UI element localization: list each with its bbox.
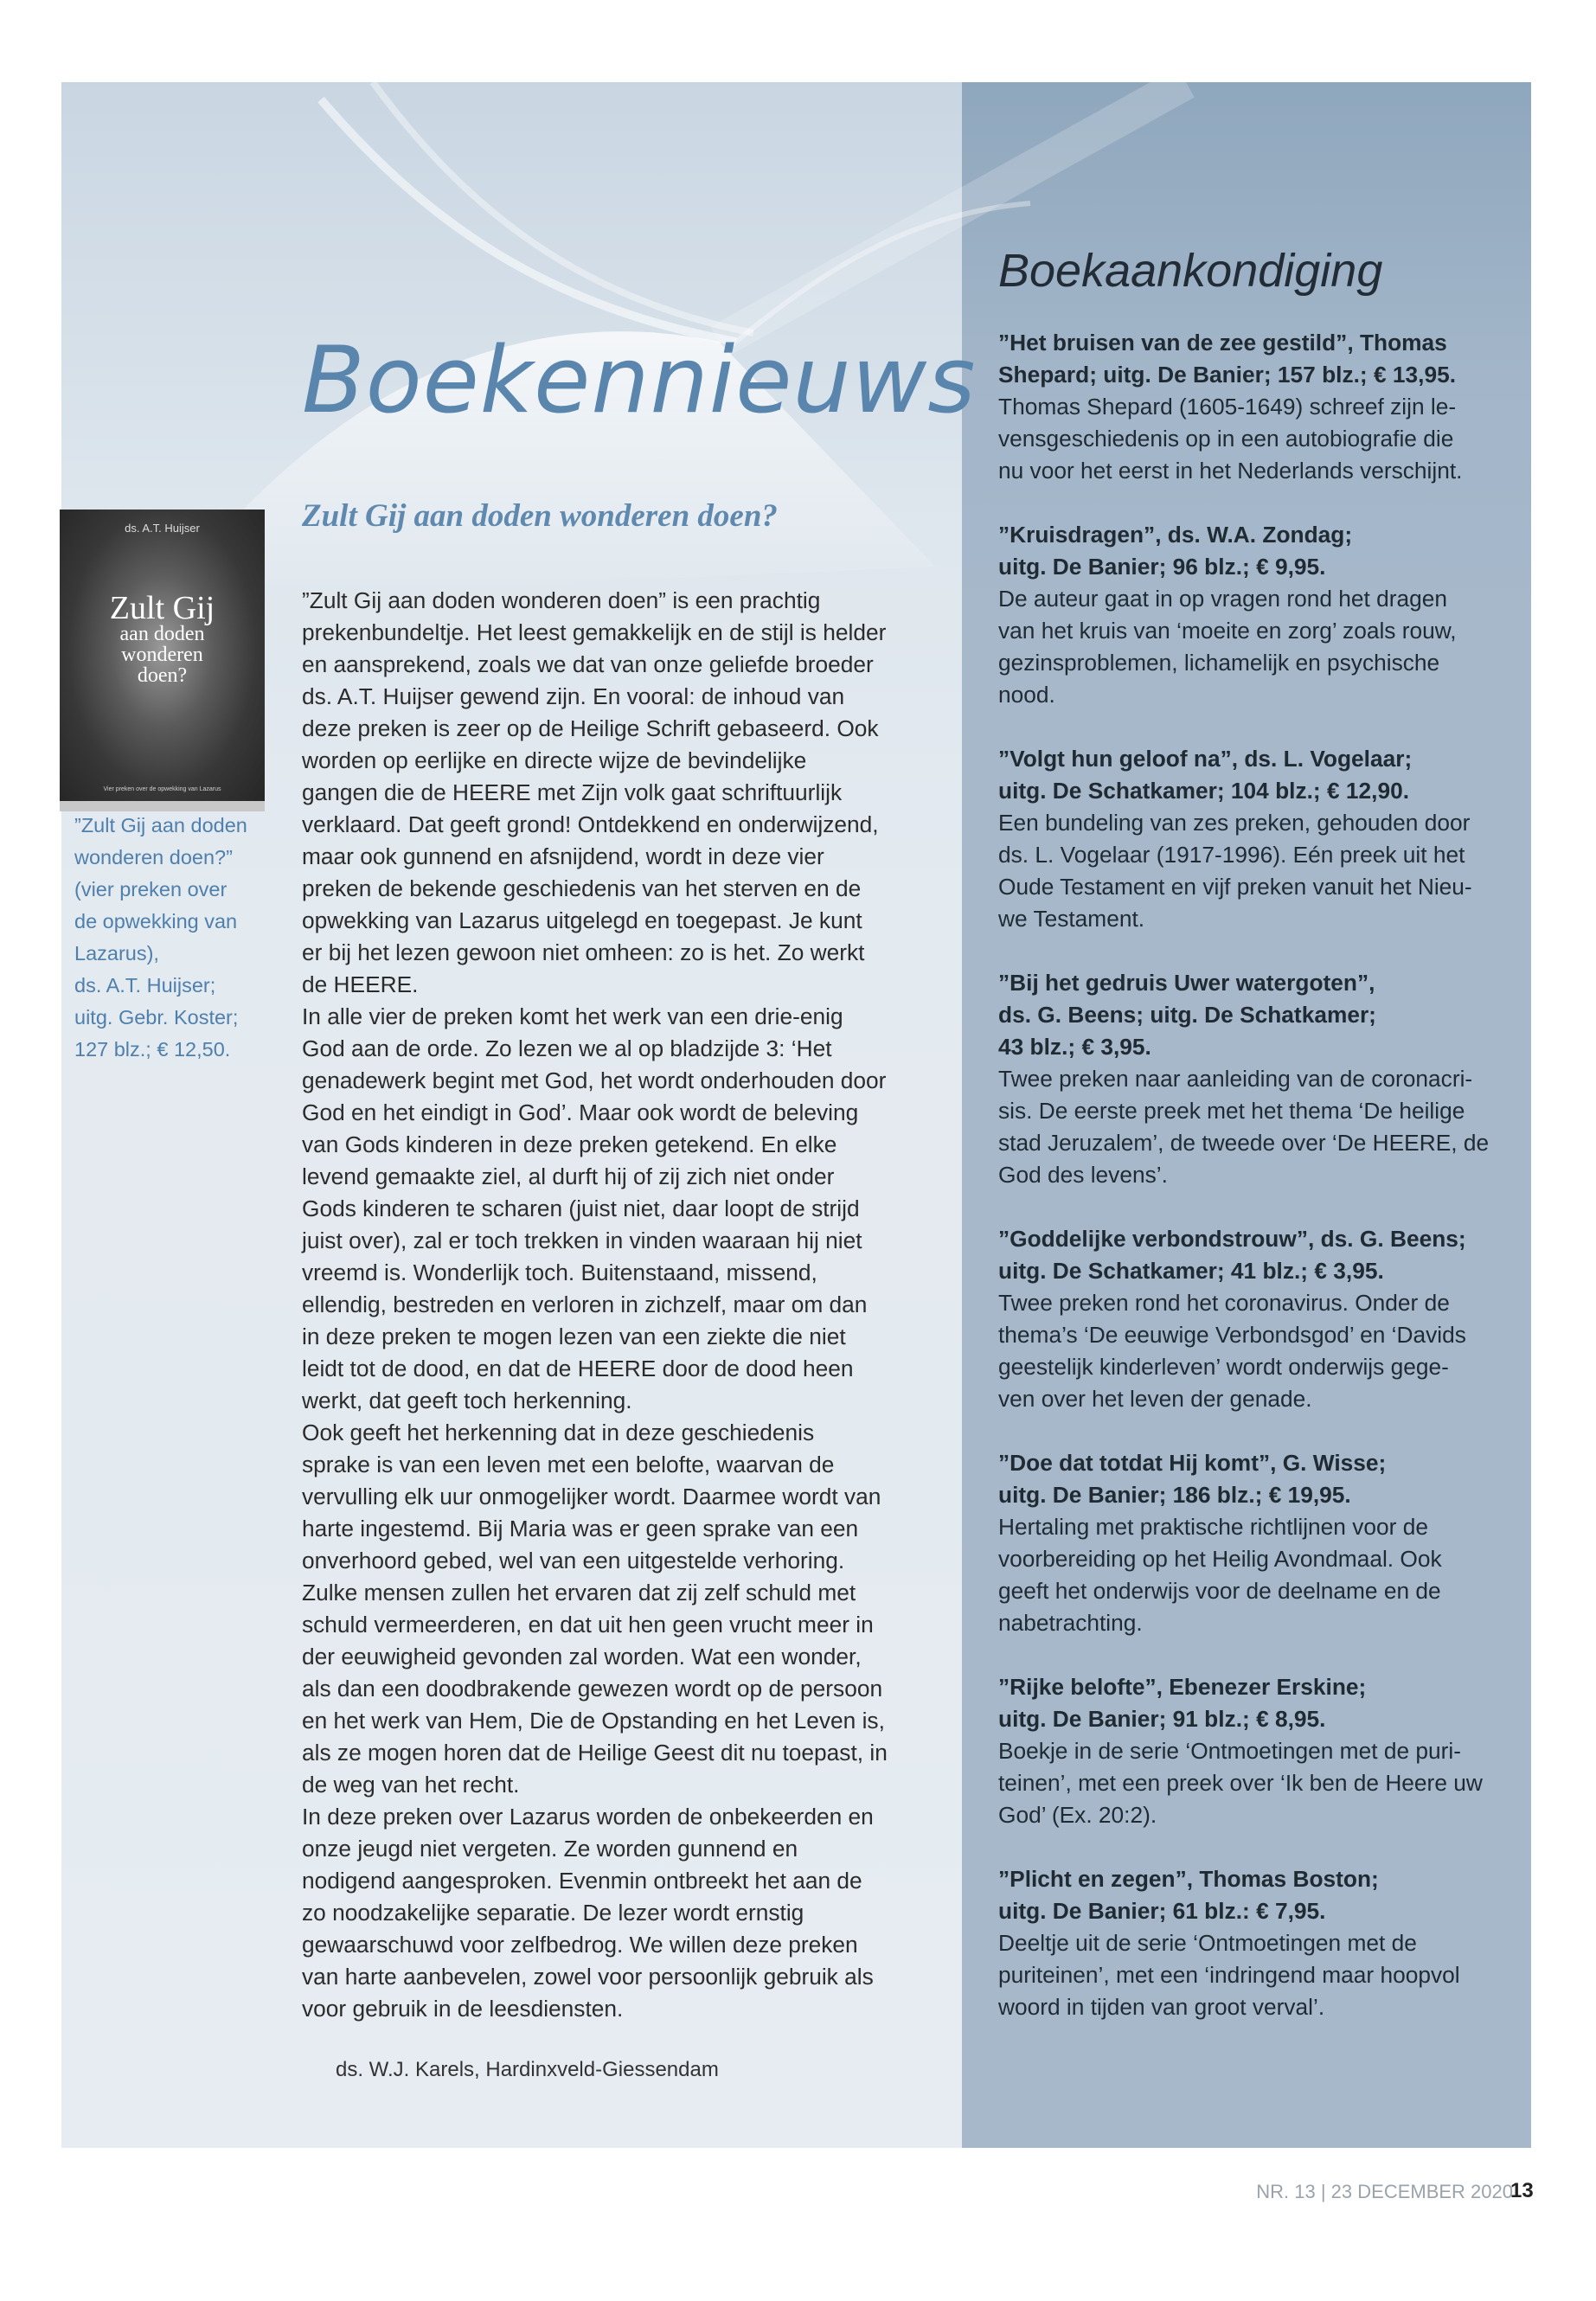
- announcement-text: gezinsproblemen, lichamelijk en psychische: [998, 650, 1440, 676]
- announcement-text: God des levens’.: [998, 1162, 1168, 1188]
- page-title: Boekennieuws: [302, 327, 977, 433]
- announcements-title: Boekaankondiging: [998, 245, 1383, 297]
- announcement-item: [998, 519, 1509, 711]
- announcement-text: Een bundeling van zes preken, gehouden door: [998, 810, 1471, 836]
- review-paragraph: ”Zult Gij aan doden wonderen doen” is een prachtig prekenbundeltje. Het leest gemakkelijk en de stijl is helder en aansprekend, zoals we dat van onze geliefde broeder ds. A.T. Huijser gewend zijn. En vooral: de inhoud van deze preken is zeer op de Heilige Schrift gebaseerd. Ook worden op eerlijke en directe wijze de bevindelijke gangen die de HEERE met Zijn volk gaat schriftuurlijk verklaard. Dat geeft grond! Ontdekkend en onderwijzend, maar ook gunnend en afsnijdend, wordt in deze vier preken de bekende geschiedenis van het sterven en de opwekking van Lazarus uitgelegd en toegepast. Je kunt er bij het lezen gewoon niet omheen: zo is het. Zo werkt de HEERE.: [302, 587, 887, 997]
- announcement-heading: uitg. De Banier; 186 blz.; € 19,95.: [998, 1482, 1351, 1508]
- announcement-text: nood.: [998, 682, 1055, 708]
- announcement-text: nu voor het eerst in het Nederlands verschijnt.: [998, 458, 1463, 484]
- announcement-heading: ”Volgt hun geloof na”, ds. L. Vogelaar;: [998, 746, 1413, 772]
- announcement-heading: ”Rijke belofte”, Ebenezer Erskine;: [998, 1674, 1367, 1700]
- announcement-item: [998, 1671, 1509, 1831]
- announcement-text: woord in tijden van groot verval’.: [998, 1994, 1325, 2020]
- cover-subtitle: Vier preken over de opwekking van Lazarus: [103, 786, 221, 792]
- announcement-heading: uitg. De Banier; 96 blz.; € 9,95.: [998, 554, 1326, 580]
- announcement-item: [998, 1223, 1509, 1415]
- caption-line: ”Zult Gij aan doden: [74, 814, 247, 836]
- announcement-heading: ”Bij het gedruis Uwer watergoten”,: [998, 970, 1375, 996]
- announcement-text: thema’s ‘De eeuwige Verbondsgod’ en ‘Davids: [998, 1322, 1466, 1348]
- caption-line: ds. A.T. Huijser;: [74, 974, 216, 997]
- announcement-text: teinen’, met een preek over ‘Ik ben de Heere uw: [998, 1770, 1483, 1796]
- announcement-heading: 43 blz.; € 3,95.: [998, 1034, 1151, 1060]
- review-signature: ds. W.J. Karels, Hardinxveld-Giessendam: [336, 2058, 719, 2081]
- announcement-heading: uitg. De Banier; 91 blz.; € 8,95.: [998, 1706, 1326, 1732]
- announcement-text: stad Jeruzalem’, de tweede over ‘De HEERE, de: [998, 1130, 1490, 1156]
- caption-line: Lazarus),: [74, 942, 159, 965]
- announcement-text: geestelijk kinderleven’ wordt onderwijs gege-: [998, 1354, 1449, 1380]
- caption-line: de opwekking van: [74, 910, 238, 933]
- announcement-text: Twee preken naar aanleiding van de coronacri-: [998, 1066, 1473, 1092]
- announcement-heading: Shepard; uitg. De Banier; 157 blz.; € 13,95.: [998, 362, 1457, 388]
- announcement-item: [998, 1447, 1509, 1639]
- announcement-text: sis. De eerste preek met het thema ‘De heilige: [998, 1098, 1465, 1124]
- cover-author: ds. A.T. Huijser: [125, 522, 200, 535]
- announcement-text: we Testament.: [998, 906, 1145, 932]
- announcement-heading: ”Het bruisen van de zee gestild”, Thomas: [998, 330, 1447, 356]
- announcement-item: [998, 743, 1509, 935]
- announcement-text: geeft het onderwijs voor de deelname en de: [998, 1578, 1441, 1604]
- announcement-item: [998, 1863, 1509, 2023]
- announcement-text: Deeltje uit de serie ‘Ontmoetingen met de: [998, 1930, 1417, 1956]
- announcement-text: puriteinen’, met een ‘indringend maar hoopvol: [998, 1962, 1460, 1988]
- announcement-heading: uitg. De Schatkamer; 104 blz.; € 12,90.: [998, 778, 1410, 804]
- announcement-text: God’ (Ex. 20:2).: [998, 1802, 1157, 1828]
- announcement-text: nabetrachting.: [998, 1610, 1143, 1636]
- cover-caption: [74, 810, 265, 1066]
- cover-title-line: wonderen: [121, 644, 203, 666]
- announcement-heading: ds. G. Beens; uitg. De Schatkamer;: [998, 1002, 1376, 1028]
- announcement-heading: ”Goddelijke verbondstrouw”, ds. G. Beens;: [998, 1226, 1466, 1252]
- announcement-text: Thomas Shepard (1605-1649) schreef zijn le-: [998, 394, 1457, 420]
- announcement-text: vensgeschiedenis op in een autobiografie die: [998, 426, 1454, 452]
- book-cover-image: [60, 510, 265, 801]
- review-paragraph: Ook geeft het herkenning dat in deze geschiedenis sprake is van een leven met een belofte, waarvan de vervulling elk uur onmogelijker wordt. Daarmee wordt van harte ingestemd. Bij Maria was er geen sprake van een onverhoord gebed, wel van een uitgestelde verhoring. Zulke mensen zullen het ervaren dat zij zelf schuld met schuld vermeerderen, en dat uit hen geen vrucht meer in der eeuwigheid gevonden zal worden. Wat een wonder, als dan een doodbrakende gewezen wordt op de persoon en het werk van Hem, Die de Opstanding en het Leven is, als ze mogen horen dat de Heilige Geest dit nu toepast, in de weg van het recht.: [302, 1420, 888, 1798]
- announcement-text: van het kruis van ‘moeite en zorg’ zoals rouw,: [998, 618, 1457, 644]
- announcements-list: [998, 327, 1509, 2055]
- announcement-text: ds. L. Vogelaar (1917-1996). Eén preek uit het: [998, 842, 1465, 868]
- announcement-item: [998, 967, 1509, 1191]
- announcement-heading: ”Doe dat totdat Hij komt”, G. Wisse;: [998, 1450, 1387, 1476]
- announcement-text: De auteur gaat in op vragen rond het dragen: [998, 586, 1448, 612]
- cover-title-line: Zult Gij: [109, 590, 215, 626]
- review-paragraph: In alle vier de preken komt het werk van een drie-enig God aan de orde. Zo lezen we al op bladzijde 3: ‘Het genadewerk begint met God, het wordt onderhouden door God en het eindigt in God’. Maar ook wordt de beleving van Gods kinderen in deze preken getekend. En elke levend gemaakte ziel, al durft hij of zij zich niet onder Gods kinderen te scharen (juist niet, daar loopt de strijd juist over), zal er toch trekken in vinden waaraan hij niet vreemd is. Wonderlijk toch. Buitenstaand, missend, ellendig, bestreden en verloren in zichzelf, maar om dan in deze preken te mogen lezen van een ziekte die niet leidt tot de dood, en dat de HEERE door de dood heen werkt, dat geeft toch herkenning.: [302, 1003, 887, 1413]
- review-body: [302, 585, 888, 2025]
- announcement-text: Twee preken rond het coronavirus. Onder de: [998, 1290, 1450, 1316]
- announcement-heading: ”Kruisdragen”, ds. W.A. Zondag;: [998, 522, 1353, 548]
- caption-line: uitg. Gebr. Koster;: [74, 1006, 239, 1029]
- cover-title-line: aan doden: [119, 623, 205, 645]
- cover-title-line: doen?: [137, 664, 188, 687]
- announcement-heading: ”Plicht en zegen”, Thomas Boston;: [998, 1866, 1379, 1892]
- announcement-text: Boekje in de serie ‘Ontmoetingen met de puri-: [998, 1738, 1461, 1764]
- announcement-text: Oude Testament en vijf preken vanuit het Nieu-: [998, 874, 1472, 900]
- review-subtitle: Zult Gij aan doden wonderen doen?: [302, 498, 778, 534]
- caption-line: (vier preken over: [74, 878, 228, 901]
- review-paragraph: In deze preken over Lazarus worden de onbekeerden en onze jeugd niet vergeten. Ze worden gunnend en nodigend aangesproken. Evenmin ontbreekt het aan de zo noodzakelijke separatie. De lezer wordt ernstig gewaarschuwd voor zelfbedrog. We willen deze preken van harte aanbevelen, zowel voor persoonlijk gebruik als voor gebruik in de leesdiensten.: [302, 1804, 874, 2022]
- announcement-heading: uitg. De Banier; 61 blz.: € 7,95.: [998, 1898, 1326, 1924]
- cover-title: [60, 590, 265, 687]
- announcement-heading: uitg. De Schatkamer; 41 blz.; € 3,95.: [998, 1258, 1384, 1284]
- announcement-text: voorbereiding op het Heilig Avondmaal. Ook: [998, 1546, 1442, 1572]
- announcement-text: ven over het leven der genade.: [998, 1386, 1312, 1412]
- announcement-item: [998, 327, 1509, 487]
- caption-line: 127 blz.; € 12,50.: [74, 1038, 231, 1061]
- announcement-text: Hertaling met praktische richtlijnen voor de: [998, 1514, 1428, 1540]
- caption-line: wonderen doen?”: [74, 846, 233, 868]
- issue-footer: NR. 13 | 23 DECEMBER 2020: [1256, 2181, 1513, 2202]
- page-number: 13: [1510, 2179, 1534, 2202]
